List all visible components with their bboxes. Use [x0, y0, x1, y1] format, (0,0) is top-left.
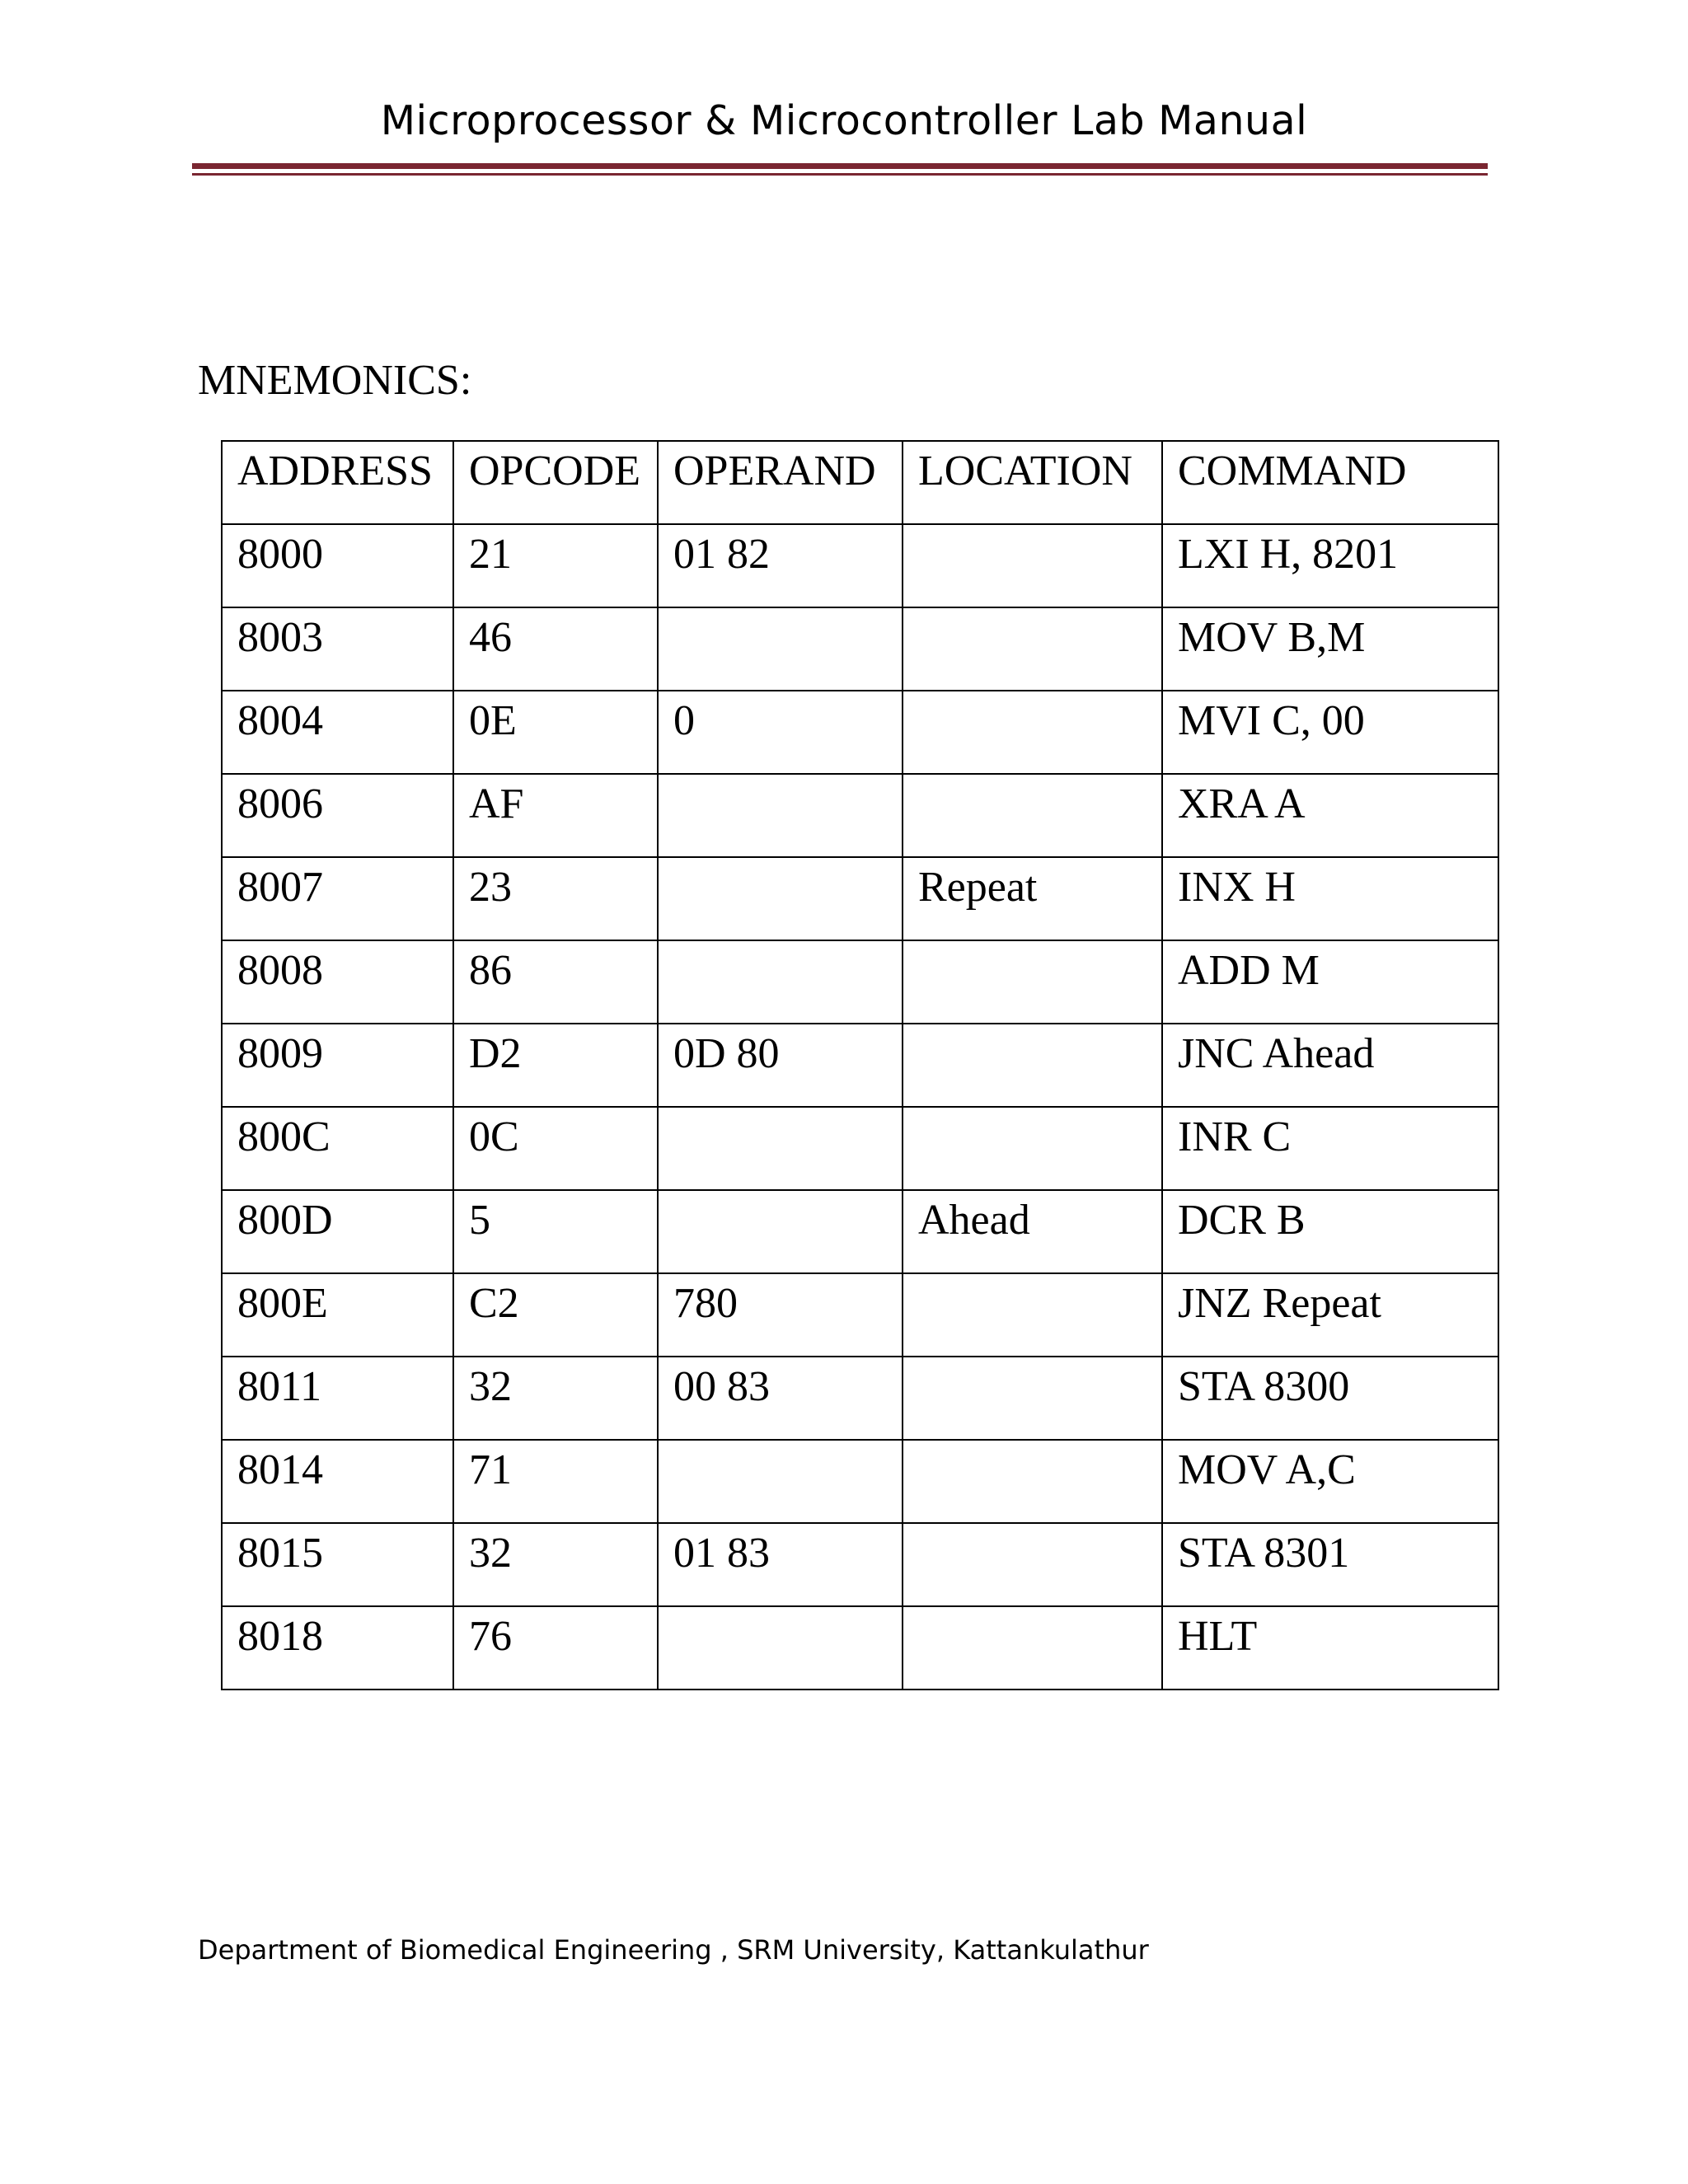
operand-cell: 00 83 — [658, 1357, 903, 1440]
opcode-cell: 32 — [453, 1357, 658, 1440]
location-cell — [903, 607, 1162, 691]
table-row — [222, 524, 1498, 607]
table-header-row — [222, 441, 1498, 524]
column-header-address: ADDRESS — [222, 441, 453, 524]
column-header-operand: OPERAND — [658, 441, 903, 524]
address-cell: 8006 — [222, 774, 453, 857]
location-cell — [903, 1107, 1162, 1190]
opcode-cell: 0C — [453, 1107, 658, 1190]
address-cell: 8011 — [222, 1357, 453, 1440]
operand-cell: 01 83 — [658, 1523, 903, 1606]
operand-cell — [658, 1190, 903, 1273]
table-row — [222, 940, 1498, 1024]
command-cell: STA 8300 — [1162, 1357, 1498, 1440]
command-cell: MOV A,C — [1162, 1440, 1498, 1523]
mnemonics-table — [221, 440, 1499, 1690]
command-cell: INR C — [1162, 1107, 1498, 1190]
command-cell: JNZ Repeat — [1162, 1273, 1498, 1357]
command-cell: HLT — [1162, 1606, 1498, 1690]
command-cell: JNC Ahead — [1162, 1024, 1498, 1107]
operand-cell: 0D 80 — [658, 1024, 903, 1107]
command-cell: INX H — [1162, 857, 1498, 940]
table-row — [222, 774, 1498, 857]
command-cell: STA 8301 — [1162, 1523, 1498, 1606]
operand-cell — [658, 1107, 903, 1190]
location-cell — [903, 1024, 1162, 1107]
address-cell: 8008 — [222, 940, 453, 1024]
location-cell — [903, 1440, 1162, 1523]
opcode-cell: 0E — [453, 691, 658, 774]
opcode-cell: AF — [453, 774, 658, 857]
opcode-cell: 71 — [453, 1440, 658, 1523]
table-row — [222, 1357, 1498, 1440]
table-row — [222, 691, 1498, 774]
opcode-cell: 32 — [453, 1523, 658, 1606]
address-cell: 8004 — [222, 691, 453, 774]
address-cell: 8003 — [222, 607, 453, 691]
operand-cell — [658, 1440, 903, 1523]
location-cell — [903, 774, 1162, 857]
page-footer: Department of Biomedical Engineering , SRM University, Kattankulathur — [198, 1934, 1149, 1966]
address-cell: 800D — [222, 1190, 453, 1273]
table-row — [222, 1523, 1498, 1606]
opcode-cell: 76 — [453, 1606, 658, 1690]
opcode-cell: D2 — [453, 1024, 658, 1107]
operand-cell — [658, 940, 903, 1024]
location-cell — [903, 524, 1162, 607]
operand-cell: 780 — [658, 1273, 903, 1357]
header-rule-thick — [192, 163, 1488, 169]
section-heading: MNEMONICS: — [198, 357, 472, 404]
opcode-cell: 5 — [453, 1190, 658, 1273]
location-cell — [903, 1523, 1162, 1606]
opcode-cell: 86 — [453, 940, 658, 1024]
address-cell: 800C — [222, 1107, 453, 1190]
location-cell: Ahead — [903, 1190, 1162, 1273]
address-cell: 8009 — [222, 1024, 453, 1107]
table-row — [222, 1107, 1498, 1190]
table-row — [222, 1024, 1498, 1107]
command-cell: MOV B,M — [1162, 607, 1498, 691]
opcode-cell: 46 — [453, 607, 658, 691]
address-cell: 800E — [222, 1273, 453, 1357]
table-row — [222, 607, 1498, 691]
command-cell: XRA A — [1162, 774, 1498, 857]
table-row — [222, 1440, 1498, 1523]
operand-cell — [658, 1606, 903, 1690]
column-header-location: LOCATION — [903, 441, 1162, 524]
location-cell: Repeat — [903, 857, 1162, 940]
address-cell: 8014 — [222, 1440, 453, 1523]
operand-cell: 0 — [658, 691, 903, 774]
command-cell: LXI H, 8201 — [1162, 524, 1498, 607]
location-cell — [903, 940, 1162, 1024]
operand-cell — [658, 607, 903, 691]
operand-cell: 01 82 — [658, 524, 903, 607]
location-cell — [903, 1606, 1162, 1690]
table-row — [222, 1273, 1498, 1357]
command-cell: DCR B — [1162, 1190, 1498, 1273]
address-cell: 8007 — [222, 857, 453, 940]
opcode-cell: 21 — [453, 524, 658, 607]
opcode-cell: 23 — [453, 857, 658, 940]
command-cell: MVI C, 00 — [1162, 691, 1498, 774]
operand-cell — [658, 857, 903, 940]
location-cell — [903, 1357, 1162, 1440]
address-cell: 8018 — [222, 1606, 453, 1690]
address-cell: 8015 — [222, 1523, 453, 1606]
address-cell: 8000 — [222, 524, 453, 607]
operand-cell — [658, 774, 903, 857]
column-header-opcode: OPCODE — [453, 441, 658, 524]
header-rule-thin — [192, 173, 1488, 176]
column-header-command: COMMAND — [1162, 441, 1498, 524]
page-header-title: Microprocessor & Microcontroller Lab Manual — [380, 97, 1308, 144]
location-cell — [903, 691, 1162, 774]
table-row — [222, 1606, 1498, 1690]
opcode-cell: C2 — [453, 1273, 658, 1357]
location-cell — [903, 1273, 1162, 1357]
command-cell: ADD M — [1162, 940, 1498, 1024]
table-row — [222, 857, 1498, 940]
table-row — [222, 1190, 1498, 1273]
